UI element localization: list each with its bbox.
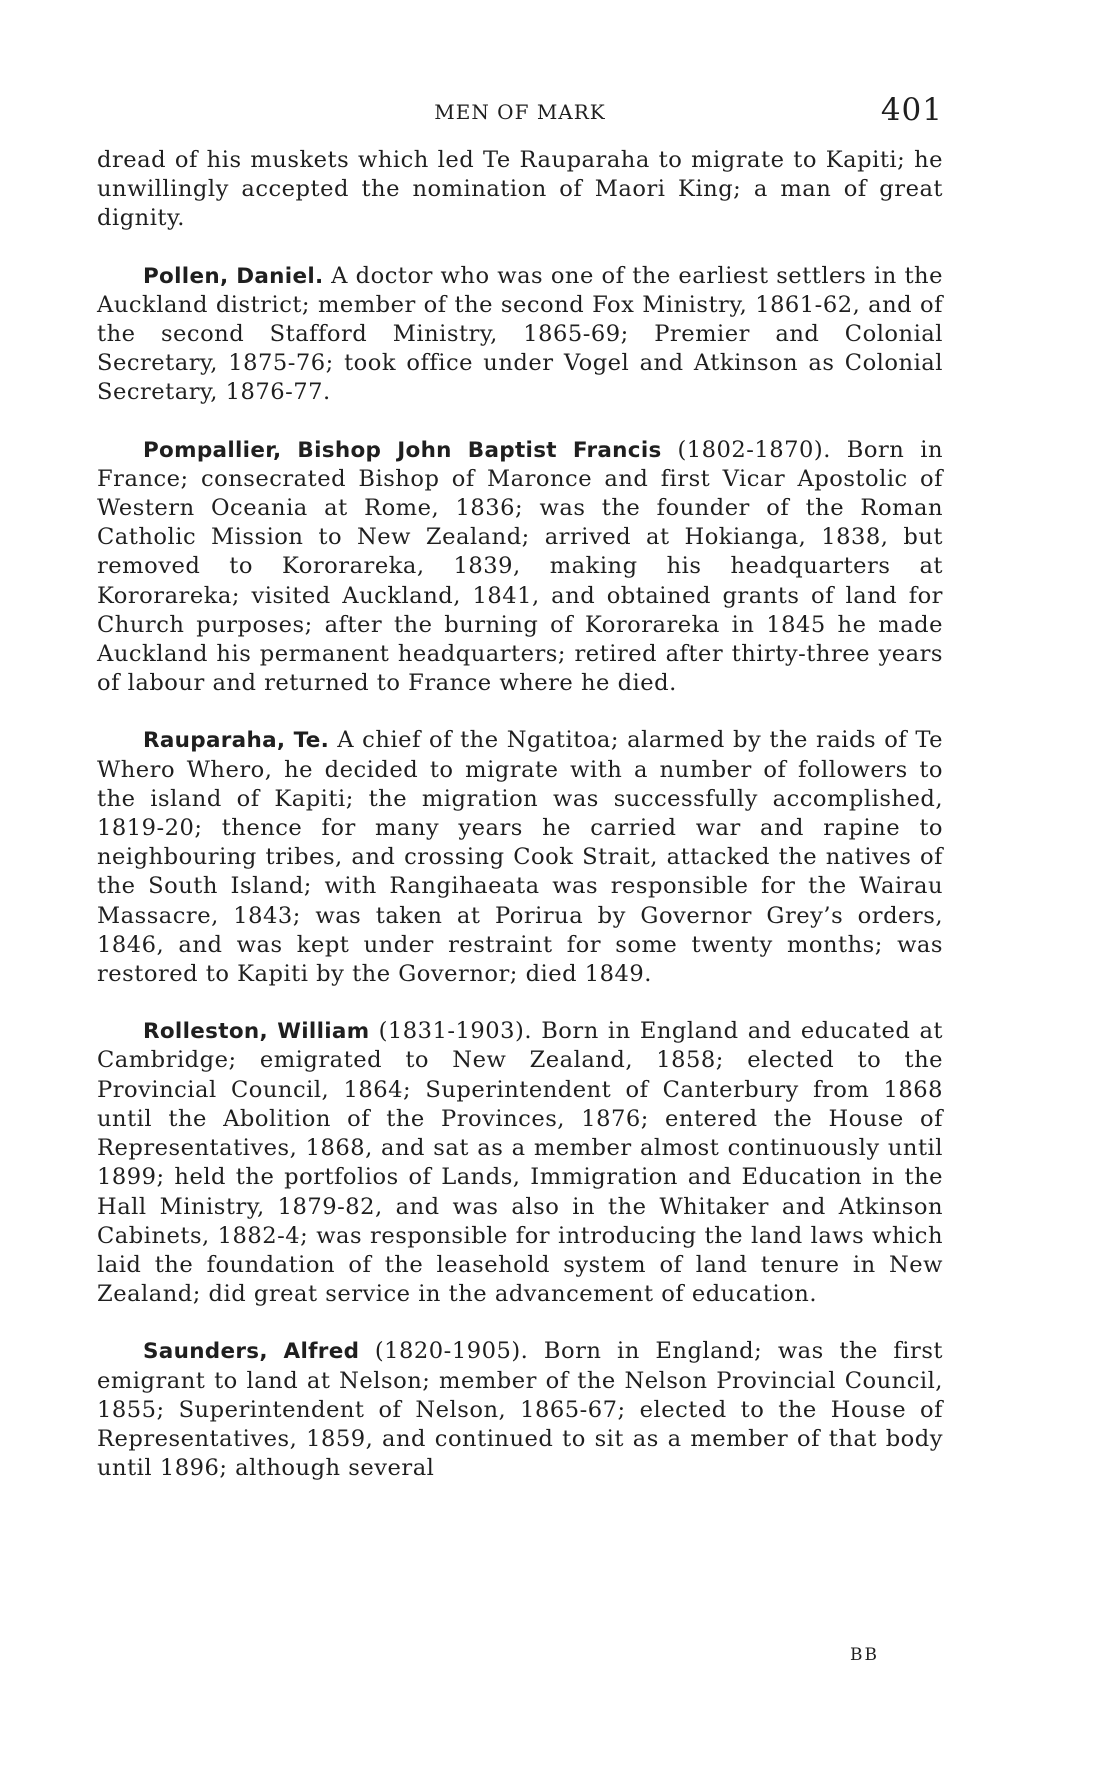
entry-text: A doctor who was one of the earliest settlers in the Auckland district; member of the second Fox Ministry, 1861-62, and of the second Stafford Ministry, 1865-69; Premier and Colonial Secretary, 1875-76; took office under Vogel and Atkinson as Colonial Secretary, 1876-77. <box>97 262 943 406</box>
page-header <box>97 92 943 138</box>
continued-paragraph: dread of his muskets which led Te Rauparaha to migrate to Kapiti; he unwillingly accepted the nomination of Maori King; a man of great dignity. <box>97 147 943 232</box>
body-text <box>97 146 943 1483</box>
entry-name: Pollen, Daniel. <box>143 263 324 289</box>
page <box>97 92 943 1511</box>
entry-saunders <box>97 1337 943 1483</box>
entry-name: Rolleston, William <box>143 1019 370 1045</box>
entry-text: A chief of the Ngatitoa; alarmed by the raids of Te Whero Whero, he decided to migrate with a number of followers to the island of Kapiti; the migration was successfully accomplished, 1819-20; thence for many years he carried war and rapine to neighbouring tribes, and crossing Cook Strait, attacked the natives of the South Island; with Rangihaeata was responsible for the Wairau Massacre, 1843; was taken at Porirua by Governor Grey’s orders, 1846, and was kept under restraint for some twenty months; was restored to Kapiti by the Governor; died 1849. <box>97 727 944 988</box>
running-head: MEN OF MARK <box>434 100 606 124</box>
signature-mark: BB <box>850 1645 879 1665</box>
page-number: 401 <box>880 92 943 128</box>
entry-pompallier <box>97 436 943 699</box>
entry-name: Saunders, Alfred <box>143 1339 360 1365</box>
entry-name: Pompallier, Bishop John Baptist Francis <box>143 437 662 463</box>
entry-pollen <box>97 262 943 408</box>
entry-name: Rauparaha, Te. <box>143 728 330 754</box>
entry-text: (1802-1870). Born in France; consecrated Bishop of Maronce and first Vicar Apostolic of Western Oceania at Rome, 1836; was the founder of the Roman Catholic Mission to New Zealand; arrived at Hokianga, 1838, but removed to Kororareka, 1839, making his headquarters at Kororareka; visited Auckland, 1841, and obtained grants of land for Church purposes; after the burning of Kororareka in 1845 he made Auckland his permanent headquarters; retired after thirty-three years of labour and returned to France where he died. <box>97 436 943 697</box>
entry-text: (1831-1903). Born in England and educated at Cambridge; emigrated to New Zealand, 1858; elected to the Provincial Council, 1864; Superintendent of Canterbury from 1868 until the Abolition of the Provinces, 1876; entered the House of Representatives, 1868, and sat as a member almost continuously until 1899; held the portfolios of Lands, Immigration and Education in the Hall Ministry, 1879-82, and was also in the Whitaker and Atkinson Cabinets, 1882-4; was responsible for introducing the land laws which laid the foundation of the leasehold system of land tenure in New Zealand; did great service in the advancement of education. <box>97 1018 943 1308</box>
entry-rolleston <box>97 1017 943 1309</box>
entry-rauparaha <box>97 726 943 989</box>
entry-text: (1820-1905). Born in England; was the first emigrant to land at Nelson; member of the Nelson Provincial Council, 1855; Superintendent of Nelson, 1865-67; elected to the House of Representatives, 1859, and continued to sit as a member of that body until 1896; although several <box>97 1338 943 1482</box>
